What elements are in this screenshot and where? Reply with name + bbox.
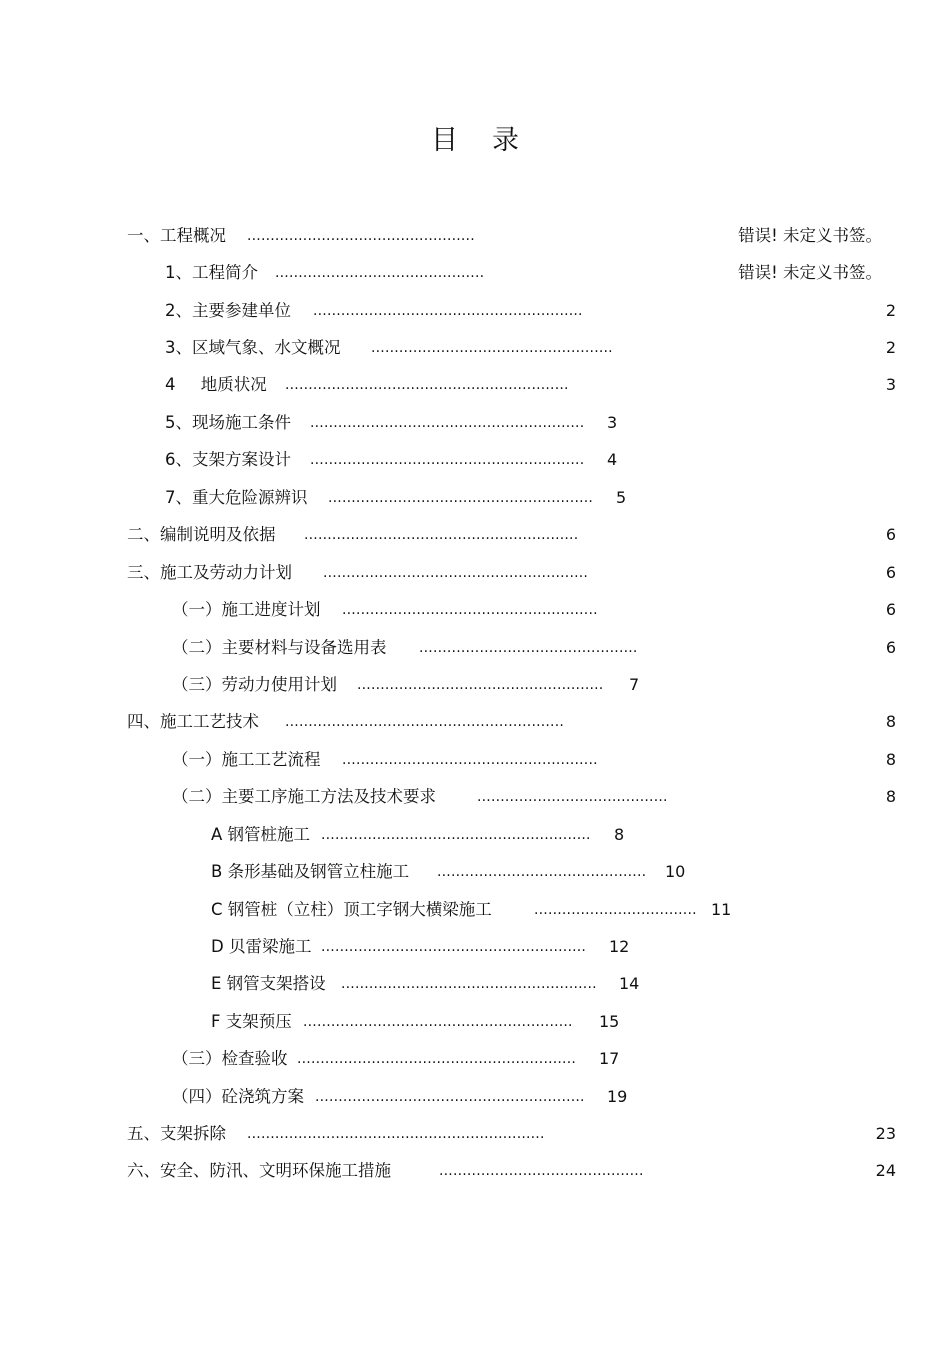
toc-entry[interactable] [172,1085,652,1109]
toc-entry-label: 一、工程概况 [127,226,226,245]
toc-entry-page: 15 [599,1012,620,1031]
toc-entry-label: 3、区域气象、水文概况 [165,338,341,357]
toc-entry-label: 4 地质状况 [165,375,267,394]
toc-entry[interactable] [211,972,671,996]
dot-leader: ............................................................ [285,714,565,730]
dot-leader: .......................................................... [303,1014,573,1030]
toc-entry-label: （三）劳动力使用计划 [172,675,337,694]
toc-entry-page: 19 [607,1087,628,1106]
dot-leader: ............................................................. [285,377,569,393]
dot-leader: ............................................. [437,864,647,880]
toc-entry-label: F 支架预压 [211,1012,292,1031]
toc-entry-page: 2 [885,301,896,320]
dot-leader: ......................................................... [321,939,587,955]
toc-entry[interactable] [127,561,627,585]
toc-entry-page: 6 [885,563,896,582]
toc-entry-page: 12 [609,937,630,956]
toc-entry-label: （三）检查验收 [172,1049,288,1068]
toc-entry-label: B 条形基础及钢管立柱施工 [211,862,410,881]
toc-entry[interactable] [127,224,547,248]
toc-entry-label: C 钢管桩（立柱）顶工字钢大横梁施工 [211,900,492,919]
toc-entry-label: （一）施工进度计划 [172,600,321,619]
toc-entry[interactable] [127,523,627,547]
toc-entry-page: 8 [885,750,896,769]
dot-leader: ................................... [534,902,697,918]
toc-entry-label: 三、施工及劳动力计划 [127,563,292,582]
toc-entry[interactable] [172,748,642,772]
title-char-1: 目 [431,125,458,156]
toc-entry-page: 10 [665,862,686,881]
toc-entry-page: 6 [885,525,896,544]
dot-leader: ............................................. [275,265,485,281]
dot-leader: ....................................................... [342,602,598,618]
toc-entry-label: E 钢管支架搭设 [211,974,326,993]
dot-leader: ......................................... [477,789,668,805]
toc-entry[interactable] [172,673,652,697]
toc-entry-page: 24 [875,1161,896,1180]
toc-entry-label: 四、施工工艺技术 [127,712,259,731]
dot-leader: ........................................................... [310,452,585,468]
toc-entry[interactable] [211,898,751,922]
toc-entry-label: （一）施工工艺流程 [172,750,321,769]
toc-entry[interactable] [172,598,642,622]
dot-leader: ................................................. [247,228,475,244]
dot-leader: .......................................................... [315,1089,585,1105]
dot-leader: ......................................................... [328,490,594,506]
toc-entry-page: 14 [619,974,640,993]
toc-entry[interactable] [172,1047,652,1071]
toc-entry-page: 6 [885,638,896,657]
toc-entry-page: 3 [885,375,896,394]
dot-leader: ......................................................... [323,565,589,581]
title-char-2: 录 [492,125,519,156]
toc-entry[interactable] [165,373,615,397]
dot-leader: .......................................................... [321,827,591,843]
toc-entry-label: 二、编制说明及依据 [127,525,276,544]
toc-entry-label: 五、支架拆除 [127,1124,226,1143]
toc-entry-page: 6 [885,600,896,619]
toc-entry[interactable] [211,1010,651,1034]
toc-entry-label: 5、现场施工条件 [165,413,291,432]
toc-entry[interactable] [165,448,635,472]
toc-entry-label: 六、安全、防汛、文明环保施工措施 [127,1161,391,1180]
toc-entry-label: （二）主要材料与设备选用表 [172,638,387,657]
toc-entry-page: 2 [885,338,896,357]
toc-entry[interactable] [211,823,641,847]
dot-leader: ............................................................ [297,1051,577,1067]
dot-leader: ........................................................... [304,527,579,543]
toc-entry-page: 4 [607,450,618,469]
dot-leader: ..................................................... [357,677,604,693]
toc-entry-page: 23 [875,1124,896,1143]
toc-entry-page: 8 [614,825,625,844]
toc-entry-label: 7、重大危险源辨识 [165,488,308,507]
toc-entry[interactable] [165,336,645,360]
toc-entry[interactable] [165,261,565,285]
dot-leader: ....................................................... [342,752,598,768]
toc-entry-page: 8 [885,787,896,806]
toc-entry-label: 6、支架方案设计 [165,450,291,469]
dot-leader: .................................................... [371,340,613,356]
toc-entry[interactable] [127,1159,687,1183]
toc-entry-page: 17 [599,1049,620,1068]
toc-entry-label: D 贝雷梁施工 [211,937,312,956]
toc-entry-page: 错误! 未定义书签。 [738,226,882,245]
toc-entry[interactable] [211,935,661,959]
toc-entry-page: 7 [629,675,640,694]
toc-entry-page: 5 [616,488,627,507]
toc-entry-label: （四）砼浇筑方案 [172,1087,304,1106]
toc-entry[interactable] [127,1122,587,1146]
dot-leader: ....................................................... [341,976,597,992]
toc-entry[interactable] [172,785,692,809]
dot-leader: ........................................................... [310,415,585,431]
dot-leader: .......................................................... [313,303,583,319]
toc-entry-page: 错误! 未定义书签。 [738,263,882,282]
dot-leader: ............................................... [419,640,638,656]
toc-entry-page: 11 [711,900,732,919]
toc-entry[interactable] [211,860,711,884]
toc-entry-page: 3 [607,413,618,432]
toc-entry[interactable] [165,299,625,323]
toc-entry[interactable] [172,636,672,660]
dot-leader: ............................................ [439,1163,644,1179]
toc-entry-label: （二）主要工序施工方法及技术要求 [172,787,436,806]
toc-entry[interactable] [165,486,645,510]
toc-entry[interactable] [127,710,607,734]
toc-entry-label: A 钢管桩施工 [211,825,311,844]
toc-entry-label: 2、主要参建单位 [165,301,291,320]
dot-leader: ................................................................ [247,1126,545,1142]
toc-entry-label: 1、工程简介 [165,263,258,282]
toc-entry[interactable] [165,411,635,435]
toc-entry-page: 8 [885,712,896,731]
